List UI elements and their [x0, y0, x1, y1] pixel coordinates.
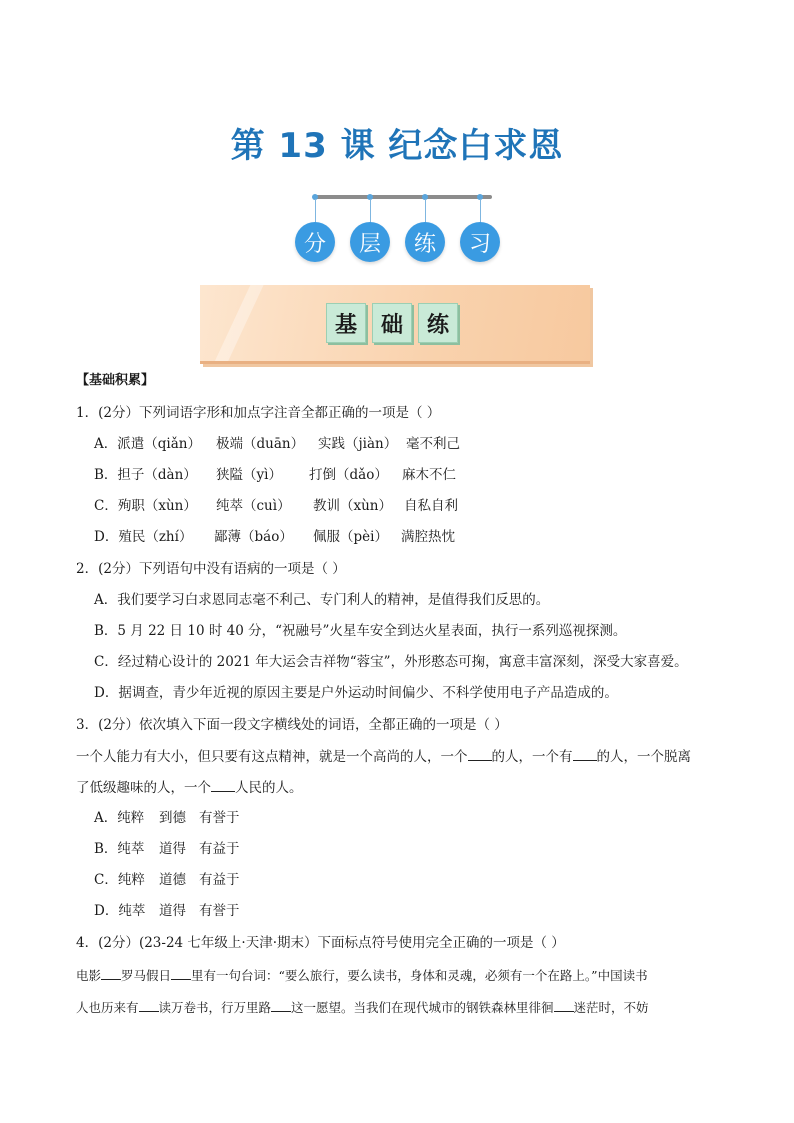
- fill-blank: [211, 777, 235, 792]
- banner-char: 基: [326, 303, 366, 343]
- badge-char: 分: [295, 222, 335, 262]
- fill-blank: [101, 965, 121, 980]
- question-3-passage-line-1: [76, 746, 691, 767]
- option-word: 佩服（pèi）: [313, 529, 388, 545]
- option-word: 有誉于: [199, 903, 240, 919]
- option-word: A．纯粹: [94, 810, 145, 826]
- passage-text: 的人，一个脱离: [596, 749, 691, 765]
- option-word: A．派遣（qiǎn）: [94, 436, 201, 452]
- passage-text: 人也历来有: [76, 1000, 139, 1015]
- option-word: 道得: [159, 903, 186, 919]
- banner-char: 础: [372, 303, 412, 343]
- fill-blank: [573, 746, 597, 761]
- passage-text: 这一愿望。当我们在现代城市的钢铁森林里徘徊: [291, 1000, 554, 1015]
- option-word: 道得: [159, 841, 186, 857]
- passage-text: 迷茫时，不妨: [573, 1000, 649, 1015]
- option-word: C．殉职（xùn）: [94, 498, 197, 514]
- question-2-option: C．经过精心设计的 2021 年大运会吉祥物“蓉宝”，外形憨态可掬，寓意丰富深刻，深受大家喜爱。: [94, 654, 688, 670]
- option-word: D．纯萃: [94, 903, 146, 919]
- banner-char: 练: [418, 303, 458, 343]
- option-word: 毫不利己: [406, 436, 460, 452]
- passage-text: 电影: [76, 968, 102, 983]
- question-3-stem: 3．(2分）依次填入下面一段文字横线处的词语，全都正确的一项是（ ）: [76, 717, 508, 733]
- option-word: 满腔热忱: [401, 529, 455, 545]
- hanging-bar: [315, 195, 492, 199]
- question-3-passage-line-2: [76, 777, 303, 798]
- passage-text: 读万卷书，行万里路: [158, 1000, 272, 1015]
- banner-stripe: [207, 285, 264, 364]
- option-word: 自私自利: [404, 498, 458, 514]
- option-word: 教训（xùn）: [313, 498, 393, 514]
- option-word: 麻木不仁: [402, 467, 456, 483]
- option-word: 鄙薄（báo）: [214, 529, 293, 545]
- option-word: 纯萃（cuì）: [216, 498, 291, 514]
- question-2-stem: 2．(2分）下列语句中没有语病的一项是（ ）: [76, 561, 346, 577]
- option-word: 狭隘（yì）: [216, 467, 282, 483]
- page-title: 第 13 课 纪念白求恩: [230, 126, 564, 166]
- option-word: B．担子（dàn）: [94, 467, 197, 483]
- passage-text: 罗马假日: [121, 968, 172, 983]
- option-word: 道德: [159, 872, 186, 888]
- question-4-passage-line-2: [76, 997, 649, 1018]
- question-2-option: A．我们要学习白求恩同志毫不利己、专门利人的精神，是值得我们反思的。: [94, 592, 550, 608]
- fill-blank: [554, 997, 574, 1012]
- passage-text: 的人，一个有: [491, 749, 573, 765]
- hanging-string: [315, 199, 316, 223]
- question-2-option: B．5 月 22 日 10 时 40 分，“祝融号”火星车安全到达火星表面，执行一系列巡视探测。: [94, 623, 627, 639]
- option-word: 实践（jiàn）: [318, 436, 398, 452]
- option-word: 有益于: [199, 841, 240, 857]
- passage-text: 里有一句台词：“要么旅行，要么读书，身体和灵魂，必须有一个在路上。”中国读书: [191, 968, 648, 983]
- passage-text: 一个人能力有大小，但只要有这点精神，就是一个高尚的人，一个: [76, 749, 468, 765]
- option-word: 到德: [159, 810, 186, 826]
- question-2-option: D．据调查，青少年近视的原因主要是户外运动时间偏少、不科学使用电子产品造成的。: [94, 685, 618, 701]
- option-word: C．纯粹: [94, 872, 145, 888]
- question-4-stem: 4．(2分）(23-24 七年级上·天津·期末）下面标点符号使用完全正确的一项是（ ）: [76, 935, 565, 951]
- hanging-string: [425, 199, 426, 223]
- option-word: D．殖民（zhí）: [94, 529, 193, 545]
- badge-char: 习: [460, 222, 500, 262]
- option-word: 极端（duān）: [216, 436, 305, 452]
- option-word: B．纯萃: [94, 841, 145, 857]
- section-heading: 【基础积累】: [76, 373, 155, 388]
- badge-char: 练: [405, 222, 445, 262]
- option-word: 有誉于: [199, 810, 240, 826]
- hanging-string: [370, 199, 371, 223]
- badge-char: 层: [350, 222, 390, 262]
- passage-text: 人民的人。: [235, 780, 303, 796]
- hanging-string: [480, 199, 481, 223]
- fill-blank: [271, 997, 291, 1012]
- fill-blank: [139, 997, 159, 1012]
- question-4-passage-line-1: [76, 965, 648, 986]
- option-word: 打倒（dǎo）: [309, 467, 388, 483]
- question-1-stem: 1．(2分）下列词语字形和加点字注音全都正确的一项是（ ）: [76, 405, 441, 421]
- fill-blank: [171, 965, 191, 980]
- fill-blank: [468, 746, 492, 761]
- passage-text: 了低级趣味的人，一个: [76, 780, 211, 796]
- option-word: 有益于: [199, 872, 240, 888]
